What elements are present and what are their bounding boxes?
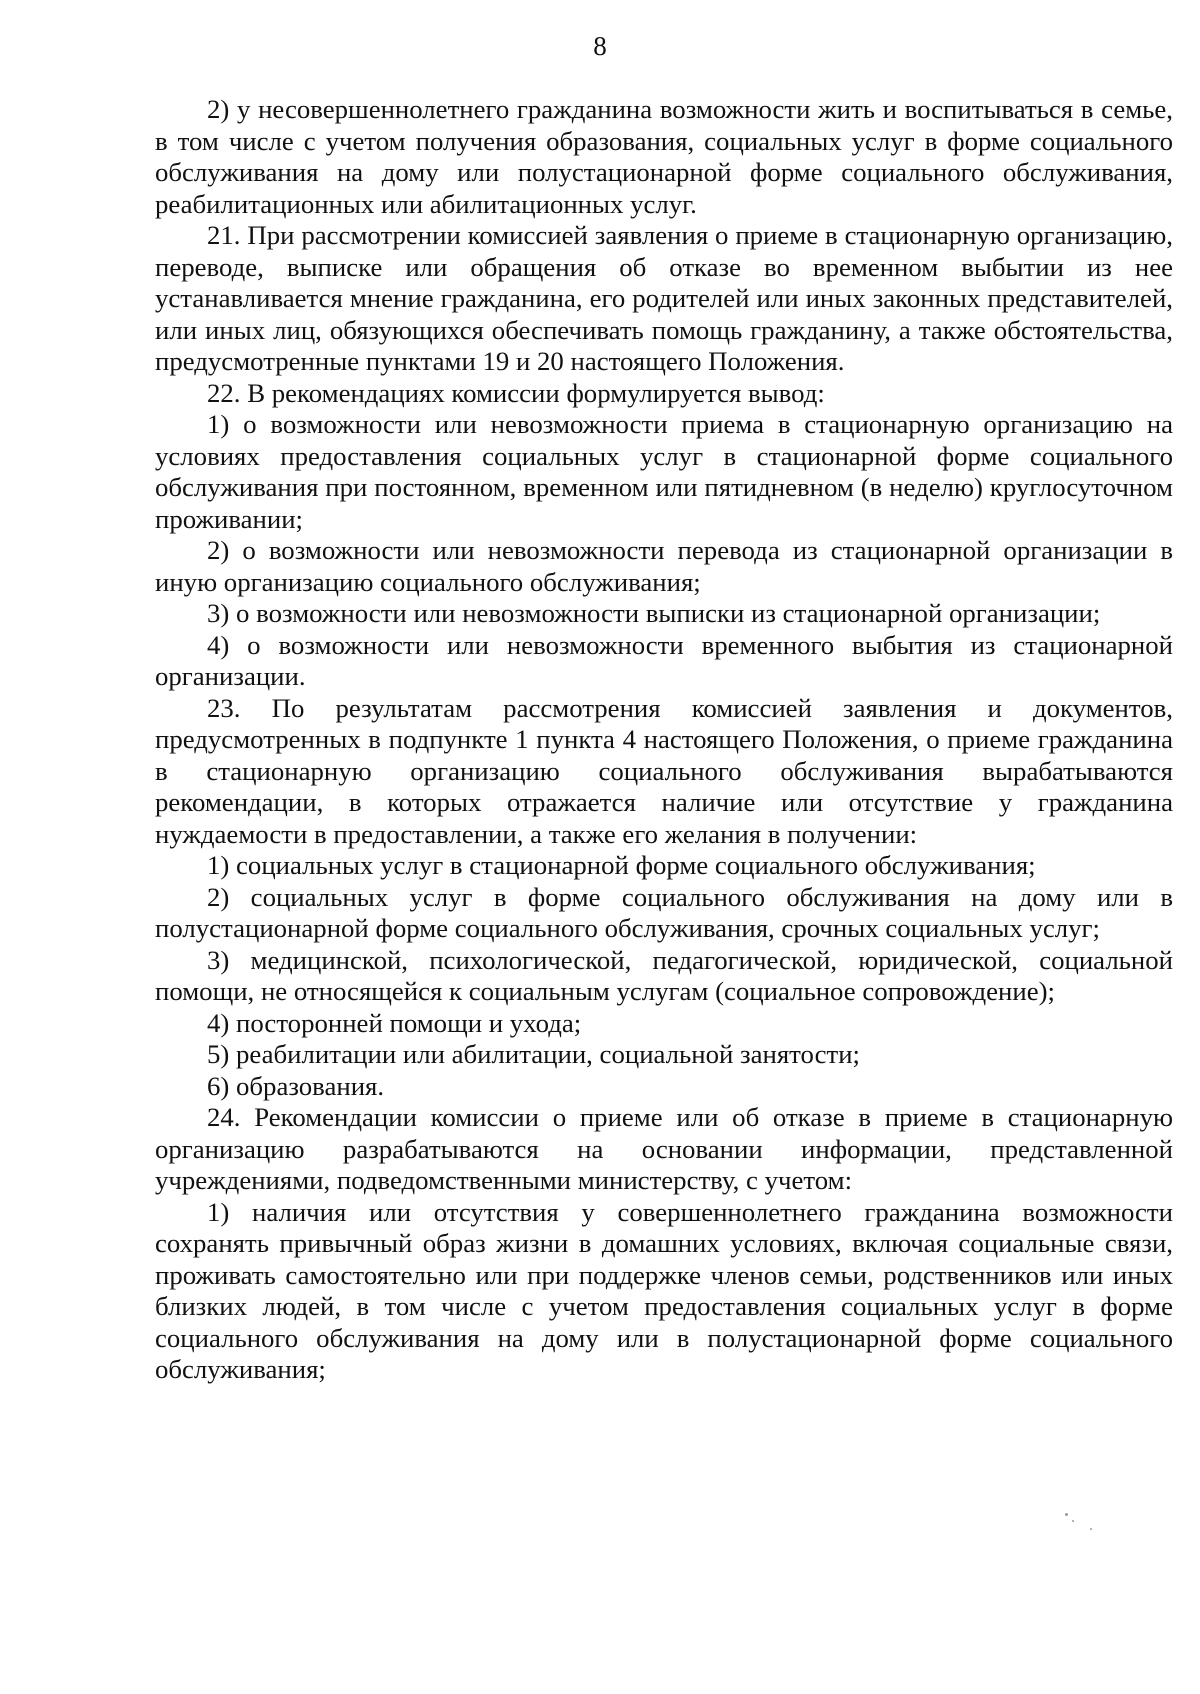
scan-speck bbox=[1090, 1528, 1092, 1530]
paragraph-23-item-1: 1) социальных услуг в стационарной форме социального обслуживания; bbox=[207, 850, 1036, 880]
paragraph-item-2-minor: 2) у несовершеннолетнего гражданина возможности жить и воспитываться в семье, в том числе с учетом получения образования, социальных услуг в форме социального обслуживания на дому или полустационарной форме социального обслуживания, реабилитационных или абилитационных услуг. bbox=[155, 94, 1173, 219]
scan-speck bbox=[1065, 1513, 1068, 1516]
paragraph-23-item-2: 2) социальных услуг в форме социального обслуживания на дому или в полустационарной форме социального обслуживания, срочных социальных услуг; bbox=[155, 881, 1173, 943]
document-body bbox=[155, 94, 1173, 1386]
paragraph-22: 22. В рекомендациях комиссии формулируется вывод: bbox=[207, 377, 825, 408]
paragraph-23-item-3: 3) медицинской, психологической, педагогической, юридической, социальной помощи, не относящейся к социальным услугам (социальное сопровождение); bbox=[155, 944, 1173, 1006]
scan-speck bbox=[1072, 1520, 1074, 1522]
page-number: 8 bbox=[593, 31, 607, 61]
paragraph-23-item-6: 6) образования. bbox=[207, 1070, 385, 1101]
paragraph-24: 24. Рекомендации комиссии о приеме или об отказе в приеме в стационарную организацию разрабатываются на основании информации, представленной учреждениями, подведомственными министерству, с учетом: bbox=[155, 1102, 1173, 1195]
paragraph-22-item-4: 4) о возможности или невозможности временного выбытия из стационарной организации. bbox=[155, 629, 1173, 691]
paragraph-22-item-1: 1) о возможности или невозможности приема в стационарную организацию на условиях предоставления социальных услуг в стационарной форме социального обслуживания при постоянном, временном или пятидневном (в неделю) круглосуточном проживании; bbox=[155, 409, 1173, 534]
paragraph-23-item-4: 4) посторонней помощи и ухода; bbox=[207, 1007, 582, 1038]
paragraph-24-item-1: 1) наличия или отсутствия у совершеннолетнего гражданина возможности сохранять привычный образ жизни в домашних условиях, включая социальные связи, проживать самостоятельно или при поддержке членов семьи, родственников или иных близких людей, в том числе с учетом предоставления социальных услуг в форме социального обслуживания на дому или в полустационарной форме социального обслуживания; bbox=[155, 1196, 1173, 1384]
paragraph-21: 21. При рассмотрении комиссией заявления о приеме в стационарную организацию, переводе, выписке или обращения об отказе во временном выбытии из нее устанавливается мнение гражданина, его родителей или иных законных представителей, или иных лиц, обязующихся обеспечивать помощь гражданину, а также обстоятельства, предусмотренные пунктами 19 и 20 настоящего Положения. bbox=[155, 220, 1173, 376]
paragraph-23-item-5: 5) реабилитации или абилитации, социальной занятости; bbox=[207, 1039, 860, 1069]
paragraph-22-item-2: 2) о возможности или невозможности перевода из стационарной организации в иную организацию социального обслуживания; bbox=[155, 535, 1173, 597]
paragraph-23: 23. По результатам рассмотрения комиссией заявления и документов, предусмотренных в подпункте 1 пункта 4 настоящего Положения, о приеме гражданина в стационарную организацию социального обслуживания вырабатываются рекомендации, в которых отражается наличие или отсутствие у гражданина нуждаемости в предоставлении, а также его желания в получении: bbox=[155, 692, 1173, 849]
paragraph-22-item-3: 3) о возможности или невозможности выписки из стационарной организации; bbox=[207, 598, 1101, 628]
